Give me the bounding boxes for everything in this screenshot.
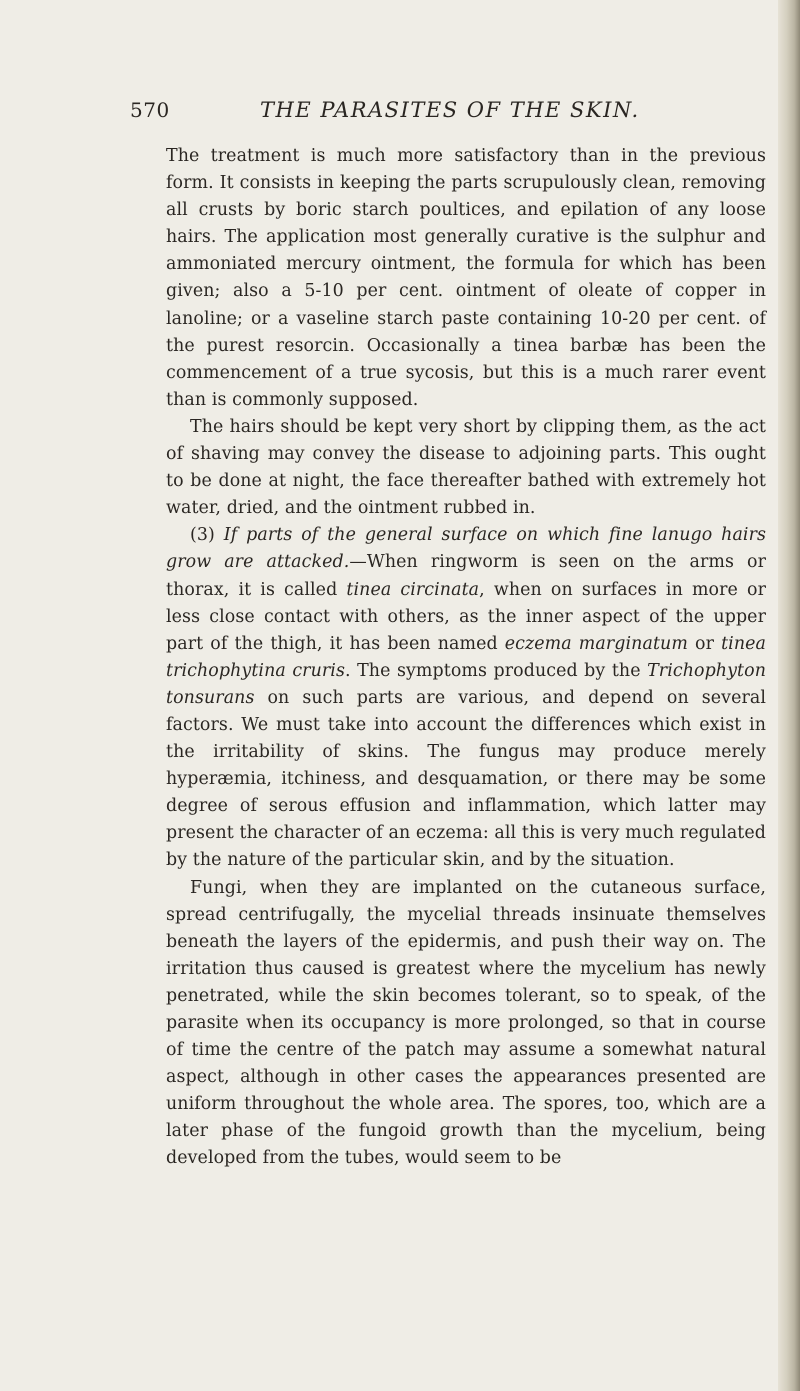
term-trichophyton-tonsurans: Trichophyton tonsurans	[166, 660, 766, 708]
section-heading: If parts of the general surface on which fine lanugo hairs grow are attacked.	[166, 525, 767, 573]
paragraph-hairs: The hairs should be kept very short by clipping them, as the act of shaving may convey the disease to adjoining parts. This ought to be done at night, the face thereafter bathed with extremely hot water, dried, and the ointment rubbed in.	[166, 416, 766, 519]
paragraph-fungi: Fungi, when they are implanted on the cutaneous surface, spread centrifugally, the mycelial threads insinuate themselves beneath the layers of the epidermis, and push their way on. The irritation thus caused is greatest where the mycelium has newly penetrated, while the skin becomes tolerant, so to speak, of the parasite when its occupancy is more prolonged, so that in course of time the centre of the patch may assume a somewhat natural aspect, although in other cases the appearances presented are uniform throughout the whole area. The spores, too, which are a later phase of the fungoid growth than the mycelium, being developed from the tubes, would seem to be	[166, 877, 766, 1169]
term-eczema-marginatum: eczema marginatum	[504, 633, 688, 654]
text-run: , when on surfaces in more or less close contact with others, as the inner aspect of the upper part of the thigh, it has been named	[166, 579, 766, 654]
text-run: on such parts are various, and depend on several factors. We must take into account the differences which exist in the irritability of skins. The fungus may produce merely hyperæmia, itchiness, and desquamation, or there may be some degree of serous effusion and inflammation, which latter may present the character of an eczema: all this is very much regulated by the nature of the particular skin, and by the situation.	[166, 687, 766, 871]
text-run: . The symptoms produced by the	[344, 660, 648, 681]
paragraph-treatment: The treatment is much more satisfactory than in the previous form. It consists in keeping the parts scrupulously clean, removing all crusts by boric starch poultices, and epilation of any loose hairs. The application most generally curative is the sulphur and ammoniated mercury ointment, the formula for which has been given; also a 5-10 per cent. ointment of oleate of copper in lanoline; or a vaseline starch paste containing 10-20 per cent. of the purest resorcin. Occasionally a tinea barbæ has been the commencement of a true sycosis, but this is a much rarer event than is commonly supposed.	[166, 146, 766, 410]
paragraph-general-surface	[166, 522, 766, 874]
term-tinea-circinata: tinea circinata	[346, 579, 480, 600]
term-tinea-trichophytina-cruris: tinea trichophytina cruris	[166, 633, 766, 681]
text-run: —When ringworm is seen on the arms or thorax, it is called	[166, 552, 767, 600]
page-header	[130, 98, 770, 126]
page-edge-shadow	[778, 0, 800, 1391]
text-run: or	[687, 633, 722, 654]
page-number: 570	[130, 98, 170, 122]
body-text	[166, 143, 766, 1173]
running-title: THE PARASITES OF THE SKIN.	[260, 98, 640, 122]
section-number: (3)	[190, 525, 224, 546]
